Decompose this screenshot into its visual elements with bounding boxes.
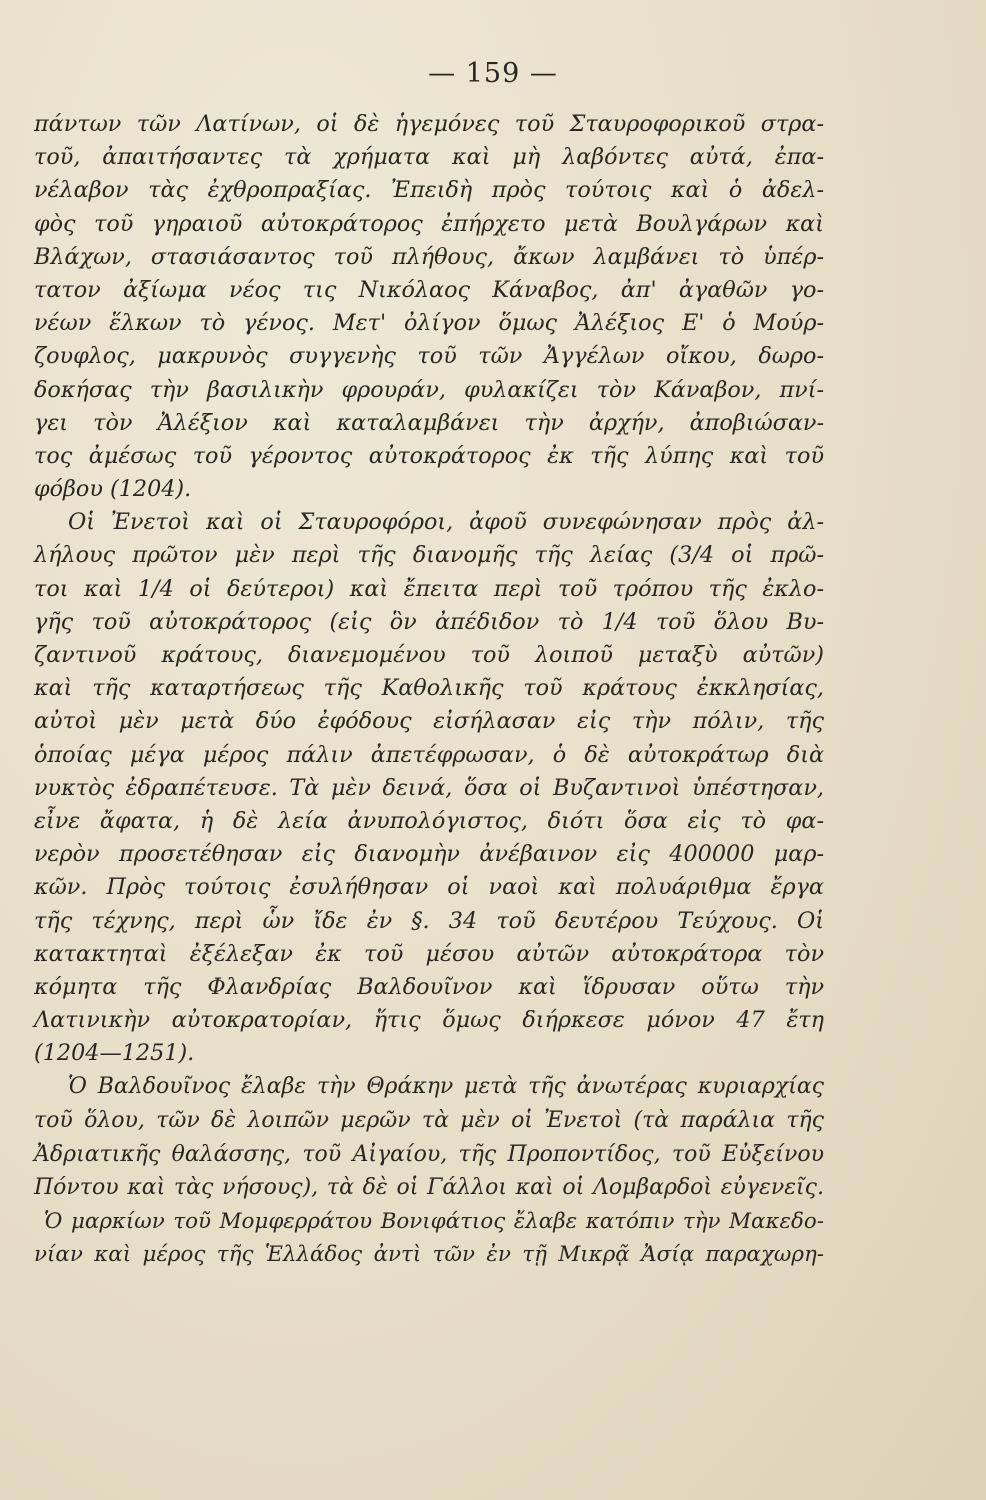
text-line: κόμητα τῆς Φλανδρίας Βαλδουῖνον καὶ ἵδρυσαν οὕτω τὴν — [34, 973, 824, 1000]
text-line: αὐτοὶ μὲν μετὰ δύο ἐφόδους εἰσήλασαν εἰς τὴν πόλιν, τῆς — [34, 708, 824, 735]
text-line: εἶνε ἄφατα, ἡ δὲ λεία ἀνυπολόγιστος, διότι ὅσα εἰς τὸ φα- — [34, 807, 824, 834]
paragraph-start: Οἱ Ἐνετοὶ καὶ οἱ Σταυροφόροι, ἀφοῦ συνεφώνησαν πρὸς ἀλ- — [68, 509, 824, 536]
text-line: καὶ τῆς καταρτήσεως τῆς Καθολικῆς τοῦ κράτους ἐκκλησίας, — [34, 675, 824, 702]
body-text — [34, 108, 824, 1272]
text-line: νίαν καὶ μέρος τῆς Ἑλλάδος ἀντὶ τῶν ἐν τῇ Μικρᾷ Ἀσίᾳ παραχωρη- — [34, 1242, 824, 1268]
text-line: δοκήσας τὴν βασιλικὴν φρουράν, φυλακίζει τὸν Κάναβον, πνί- — [34, 376, 824, 403]
text-line: τος ἀμέσως τοῦ γέροντος αὐτοκράτορος ἐκ τῆς λύπης καὶ τοῦ — [34, 442, 824, 469]
text-line: κῶν. Πρὸς τούτοις ἐσυλήθησαν οἱ ναοὶ καὶ πολυάριθμα ἔργα — [34, 874, 824, 901]
text-line: νυκτὸς ἐδραπέτευσε. Τὰ μὲν δεινά, ὅσα οἱ Βυζαντινοὶ ὑπέστησαν, — [34, 774, 824, 801]
text-line: ὁποίας μέγα μέρος πάλιν ἀπετέφρωσαν, ὁ δὲ αὐτοκράτωρ διὰ — [34, 741, 824, 768]
text-line: τῆς τέχνης, περὶ ὧν ἴδε ἐν §. 34 τοῦ δευτέρου Τεύχους. Οἱ — [34, 907, 824, 934]
text-line: γει τὸν Ἀλέξιον καὶ καταλαμβάνει τὴν ἀρχήν, ἀποβιώσαν- — [34, 409, 824, 436]
text-line: τοι καὶ 1/4 οἱ δεύτεροι) καὶ ἔπειτα περὶ τοῦ τρόπου τῆς ἐκλο- — [34, 575, 824, 602]
text-line: Πόντου καὶ τὰς νήσους), τὰ δὲ οἱ Γάλλοι καὶ οἱ Λομβαρδοὶ εὐγενεῖς. — [34, 1175, 824, 1201]
page-number: — 159 — — [428, 58, 558, 89]
text-line: Βλάχων, στασιάσαντος τοῦ πλήθους, ἄκων λαμβάνει τὸ ὑπέρ- — [34, 243, 824, 270]
text-line: τοῦ, ἀπαιτήσαντες τὰ χρήματα καὶ μὴ λαβόντες αὐτά, ἐπα- — [34, 144, 824, 171]
text-line: λήλους πρῶτον μὲν περὶ τῆς διανομῆς τῆς λείας (3/4 οἱ πρῶ- — [34, 542, 824, 569]
text-line: (1204—1251). — [34, 1040, 195, 1067]
text-line: πάντων τῶν Λατίνων, οἱ δὲ ἡγεμόνες τοῦ Σταυροφορικοῦ στρα- — [34, 111, 824, 137]
text-line: νερὸν προσετέθησαν εἰς διανομὴν ἀνέβαινον εἰς 400000 μαρ- — [34, 841, 824, 868]
text-line: τατον ἀξίωμα νέος τις Νικόλαος Κάναβος, ἀπ' ἀγαθῶν γο- — [34, 276, 824, 303]
text-line: τοῦ ὅλου, τῶν δὲ λοιπῶν μερῶν τὰ μὲν οἱ Ἐνετοὶ (τὰ παράλια τῆς — [34, 1108, 824, 1134]
text-line: ζουφλος, μακρυνὸς συγγενὴς τοῦ τῶν Ἀγγέλων οἴκου, δωρο- — [34, 343, 824, 370]
text-line: φὸς τοῦ γηραιοῦ αὐτοκράτορος ἐπήρχετο μετὰ Βουλγάρων καὶ — [34, 210, 824, 237]
text-line: γῆς τοῦ αὐτοκράτορος (εἰς ὃν ἀπέδιδον τὸ 1/4 τοῦ ὅλου Βυ- — [34, 608, 824, 635]
text-line: Λατινικὴν αὐτοκρατορίαν, ἥτις ὅμως διήρκεσε μόνον 47 ἔτη — [34, 1007, 824, 1034]
text-line: φόβου (1204). — [34, 476, 192, 503]
text-line: ζαντινοῦ κράτους, διανεμομένου τοῦ λοιποῦ μεταξὺ αὐτῶν) — [34, 642, 824, 668]
paragraph-start: Ὁ μαρκίων τοῦ Μομφερράτου Βονιφάτιος ἔλαβε κατόπιν τὴν Μακεδο- — [44, 1208, 824, 1234]
text-line: κατακτηταὶ ἐξέλεξαν ἐκ τοῦ μέσου αὐτῶν αὐτοκράτορα τὸν — [34, 940, 824, 967]
text-line: νέων ἕλκων τὸ γένος. Μετ' ὀλίγον ὅμως Ἀλέξιος Ε' ὁ Μούρ- — [34, 310, 824, 337]
text-line: Ἀδριατικῆς θαλάσσης, τοῦ Αἰγαίου, τῆς Προποντίδος, τοῦ Εὐξείνου — [34, 1141, 824, 1167]
paragraph-start: Ὁ Βαλδουῖνος ἔλαβε τὴν Θράκην μετὰ τῆς ἀνωτέρας κυριαρχίας — [68, 1074, 824, 1100]
text-line: νέλαβον τὰς ἐχθροπραξίας. Ἐπειδὴ πρὸς τούτοις καὶ ὁ ἀδελ- — [34, 177, 824, 204]
